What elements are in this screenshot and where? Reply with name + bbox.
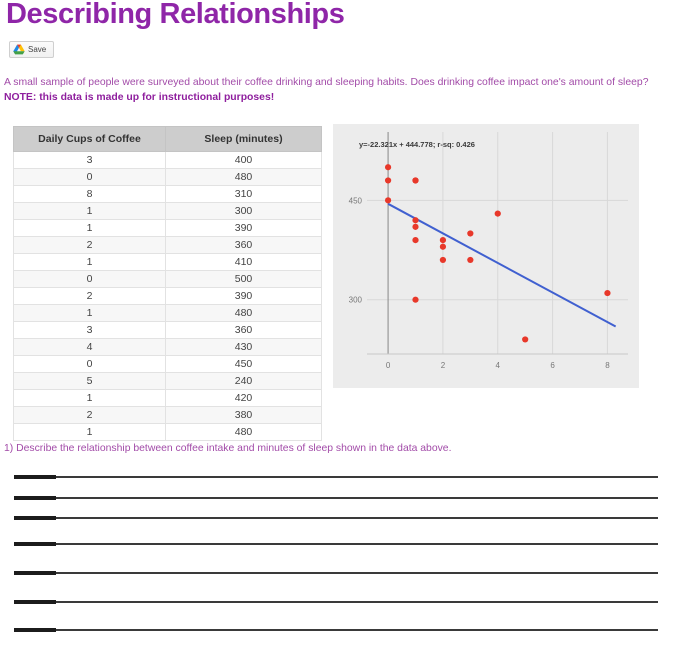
- answer-line-stub: [14, 542, 56, 546]
- y-axis-tick-labels: [349, 196, 363, 304]
- x-tick-label: 6: [550, 361, 555, 370]
- google-drive-icon: [13, 44, 25, 55]
- table-row: [14, 169, 322, 186]
- cell-coffee: 1: [14, 390, 166, 407]
- cell-coffee: 1: [14, 305, 166, 322]
- cell-sleep: 380: [166, 407, 322, 424]
- cell-coffee: 2: [14, 237, 166, 254]
- cell-sleep: 390: [166, 288, 322, 305]
- table-body: [14, 152, 322, 441]
- cell-sleep: 480: [166, 169, 322, 186]
- intro-note: NOTE: this data is made up for instructional purposes!: [4, 92, 275, 103]
- scatter-point: [412, 297, 418, 303]
- answer-line[interactable]: [14, 572, 658, 574]
- scatter-plot-svg: [333, 124, 639, 388]
- scatter-point: [385, 177, 391, 183]
- answer-line[interactable]: [14, 517, 658, 519]
- answer-line-stub: [14, 628, 56, 632]
- cell-sleep: 310: [166, 186, 322, 203]
- cell-coffee: 3: [14, 152, 166, 169]
- answer-line-stub: [14, 600, 56, 604]
- table-row: [14, 254, 322, 271]
- cell-sleep: 360: [166, 237, 322, 254]
- answer-line[interactable]: [14, 629, 658, 631]
- answer-line-stub: [14, 571, 56, 575]
- save-button[interactable]: [9, 41, 54, 58]
- table-row: [14, 203, 322, 220]
- regression-equation-label: y=-22.321x + 444.778; r-sq: 0.426: [359, 140, 475, 149]
- cell-sleep: 300: [166, 203, 322, 220]
- cell-coffee: 5: [14, 373, 166, 390]
- cell-coffee: 3: [14, 322, 166, 339]
- save-button-label: Save: [28, 44, 47, 54]
- trendline-segment: [388, 204, 616, 327]
- scatter-point: [412, 237, 418, 243]
- cell-coffee: 1: [14, 424, 166, 441]
- answer-line-stub: [14, 516, 56, 520]
- x-tick-label: 8: [605, 361, 610, 370]
- chart-gridlines: [367, 132, 628, 354]
- cell-sleep: 400: [166, 152, 322, 169]
- table-row: [14, 288, 322, 305]
- cell-sleep: 480: [166, 305, 322, 322]
- table-row: [14, 271, 322, 288]
- table-row: [14, 424, 322, 441]
- cell-sleep: 410: [166, 254, 322, 271]
- table-row: [14, 356, 322, 373]
- answer-line[interactable]: [14, 601, 658, 603]
- cell-coffee: 4: [14, 339, 166, 356]
- answer-line[interactable]: [14, 497, 658, 499]
- cell-coffee: 8: [14, 186, 166, 203]
- cell-coffee: 2: [14, 288, 166, 305]
- answer-line[interactable]: [14, 476, 658, 478]
- table-row: [14, 322, 322, 339]
- answer-line-stub: [14, 475, 56, 479]
- scatter-point: [522, 336, 528, 342]
- scatter-point: [604, 290, 610, 296]
- intro-text: A small sample of people were surveyed about their coffee drinking and sleeping habits. Does drinking coffee impact one's amount of sleep?: [4, 77, 649, 88]
- scatter-point: [385, 164, 391, 170]
- scatter-point: [412, 224, 418, 230]
- x-tick-label: 2: [440, 361, 446, 370]
- table-row: [14, 373, 322, 390]
- scatter-point: [385, 197, 391, 203]
- scatter-point: [412, 177, 418, 183]
- intro-paragraph: [4, 75, 664, 105]
- cell-sleep: 450: [166, 356, 322, 373]
- cell-coffee: 1: [14, 220, 166, 237]
- table-row: [14, 152, 322, 169]
- table-header-row: [14, 127, 322, 152]
- cell-coffee: 2: [14, 407, 166, 424]
- scatter-point: [440, 237, 446, 243]
- table-row: [14, 390, 322, 407]
- cell-sleep: 390: [166, 220, 322, 237]
- cell-sleep: 420: [166, 390, 322, 407]
- x-tick-label: 4: [495, 361, 500, 370]
- cell-coffee: 0: [14, 169, 166, 186]
- scatter-point: [467, 230, 473, 236]
- y-tick-label: 300: [348, 295, 362, 305]
- cell-coffee: 0: [14, 271, 166, 288]
- table-row: [14, 305, 322, 322]
- cell-sleep: 430: [166, 339, 322, 356]
- table-row: [14, 186, 322, 203]
- table-row: [14, 339, 322, 356]
- answer-line-stub: [14, 496, 56, 500]
- cell-coffee: 1: [14, 254, 166, 271]
- scatter-point: [440, 244, 446, 250]
- table-row: [14, 237, 322, 254]
- regression-trendline: [388, 204, 616, 327]
- cell-sleep: 480: [166, 424, 322, 441]
- cell-sleep: 360: [166, 322, 322, 339]
- column-header-coffee: Daily Cups of Coffee: [14, 127, 166, 152]
- cell-coffee: 0: [14, 356, 166, 373]
- cell-coffee: 1: [14, 203, 166, 220]
- cell-sleep: 500: [166, 271, 322, 288]
- scatter-point: [467, 257, 473, 263]
- y-tick-label: 450: [348, 196, 362, 206]
- column-header-sleep: Sleep (minutes): [166, 127, 322, 152]
- page-title: Describing Relationships: [6, 0, 345, 30]
- table-row: [14, 407, 322, 424]
- x-tick-label: 0: [385, 361, 391, 370]
- coffee-sleep-table: [13, 126, 322, 441]
- cell-sleep: 240: [166, 373, 322, 390]
- x-axis-tick-labels: [386, 361, 610, 370]
- question-1-text: 1) Describe the relationship between coffee intake and minutes of sleep shown in the data above.: [4, 443, 452, 454]
- scatter-point: [495, 211, 501, 217]
- scatter-point: [440, 257, 446, 263]
- scatter-point: [412, 217, 418, 223]
- scatter-plot-panel: [333, 124, 639, 388]
- table-row: [14, 220, 322, 237]
- answer-line[interactable]: [14, 543, 658, 545]
